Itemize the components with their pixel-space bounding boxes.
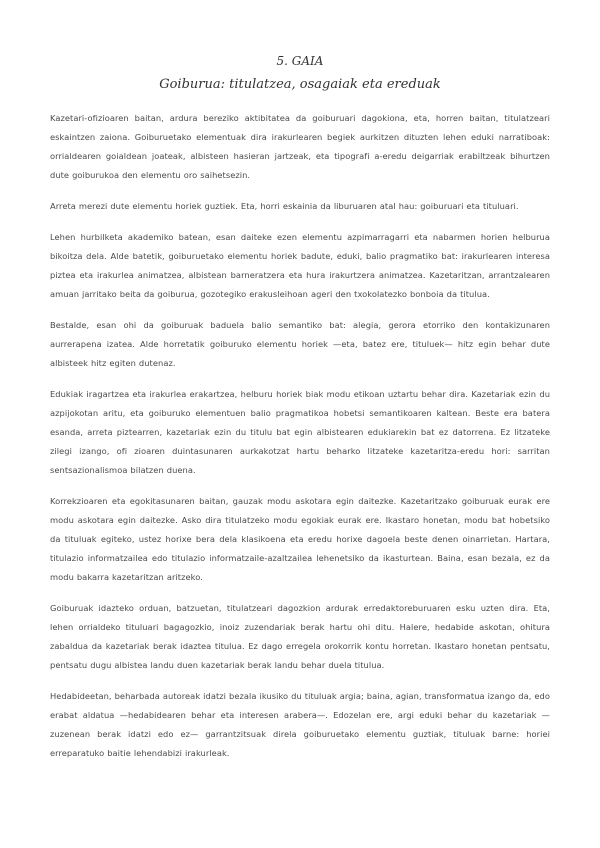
paragraph: Edukiak iragartzea eta irakurlea erakartzea, helburu horiek biak modu etikoan uztartu behar dira. Kazetariak ezin du azpijokotan aritu, eta goiburuko elementuen balio pragmatikoa hobetsi semantikoaren kaltean. Beste era batera esanda, arreta piztearren, kazetariak ezin du titulu bat egin albistearen edukiarekin bat ez datorrena. Ez litzateke zilegi izango, ofi zioaren duintasunaren aurkakotzat hartu beharko litzateke kazetaritza-eredu hori: sarritan sentsazionalismoa bilatzen duena. — [50, 389, 550, 475]
paragraph: Bestalde, esan ohi da goiburuak baduela balio semantiko bat: alegia, gerora etorriko den kontakizunaren aurrerapena izatea. Alde horretatik goiburuko elementu horiek —eta, batez ere, tituluek— hitz egin behar dute albisteek hitz egiten dutenaz. — [50, 320, 550, 368]
paragraph: Goiburuak idazteko orduan, batzuetan, titulatzeari dagozkion ardurak erredaktoreburuaren esku uzten dira. Eta, lehen orrialdeko tituluari bagagozkio, inoiz zuzendariak berak hartu ohi ditu. Halere, hedabide askotan, ohitura zabaldua da kazetariak berak idaztea titulua. Ez dago erregela orokorrik kontu horretan. Ikastaro honetan pentsatu, pentsatu dugu albistea landu duen kazetariak berak landu behar duela titulua. — [50, 603, 550, 670]
paragraph: Hedabideetan, beharbada autoreak idatzi bezala ikusiko du tituluak argia; baina, agian, transformatua izango da, edo erabat aldatua —hedabidearen behar eta interesen arabera—. Edozelan ere, argi eduki behar du kazetariak —zuzenean berak idatzi edo ez— garrantzitsuak direla goiburuetako elementu guztiak, tituluak barne: horiei erreparatuko baitie lehendabizi irakurleak. — [50, 691, 550, 758]
chapter-title: Goiburua: titulatzea, osagaiak eta ereduak — [159, 77, 441, 92]
chapter-heading: 5. GAIA — [276, 54, 324, 68]
paragraph: Lehen hurbilketa akademiko batean, esan daiteke ezen elementu azpimarragarri eta nabarmen horien helburua bikoitza dela. Alde batetik, goiburuetako elementu horiek badute, eduki, balio pragmatiko bat: irakurlearen interesa piztea eta irakurlea animatzea, albistean barneratzera eta hura irakurtzera animatzea. Kazetaritzan, arrantzalearen amuan jarritako beita da goiburua, gozotegiko erakusleihoan ageri den txokolatezko bonboia da titulua. — [50, 232, 550, 299]
paragraph: Arreta merezi dute elementu horiek guztiek. Eta, horri eskainia da liburuaren atal hau: goiburuari eta tituluari. — [50, 201, 519, 211]
body-text — [50, 109, 550, 763]
paragraph: Korrekzioaren eta egokitasunaren baitan, gauzak modu askotara egin daitezke. Kazetaritzako goiburuak eurak ere modu askotara egin daitezke. Asko dira titulatzeko modu egokiak eurak ere. Ikastaro honetan, modu bat hobetsiko da tituluak egiteko, ustez horixe bera dela klasikoena eta eredu horixe dagoela beste denen oinarrietan. Hartara, titulazio informatzailea edo titulazio informatzaile-azaltzailea lehenetsiko da ikasturtean. Baina, esan bezala, ez da modu bakarra kazetaritzan aritzeko. — [50, 496, 550, 582]
paragraph: Kazetari-ofizioaren baitan, ardura bereziko aktibitatea da goiburuari dagokiona, eta, horren baitan, titulatzeari eskaintzen zaiona. Goiburuetako elementuak dira irakurlearen begiek aurkitzen dituzten lehen eduki narratiboak: orrialdearen goialdean joateak, albisteen hasieran jartzeak, eta tipografi a-eredu deigarriak erabiltzeak bihurtzen dute goiburukoa den elementu oro saihetsezin. — [50, 113, 550, 180]
